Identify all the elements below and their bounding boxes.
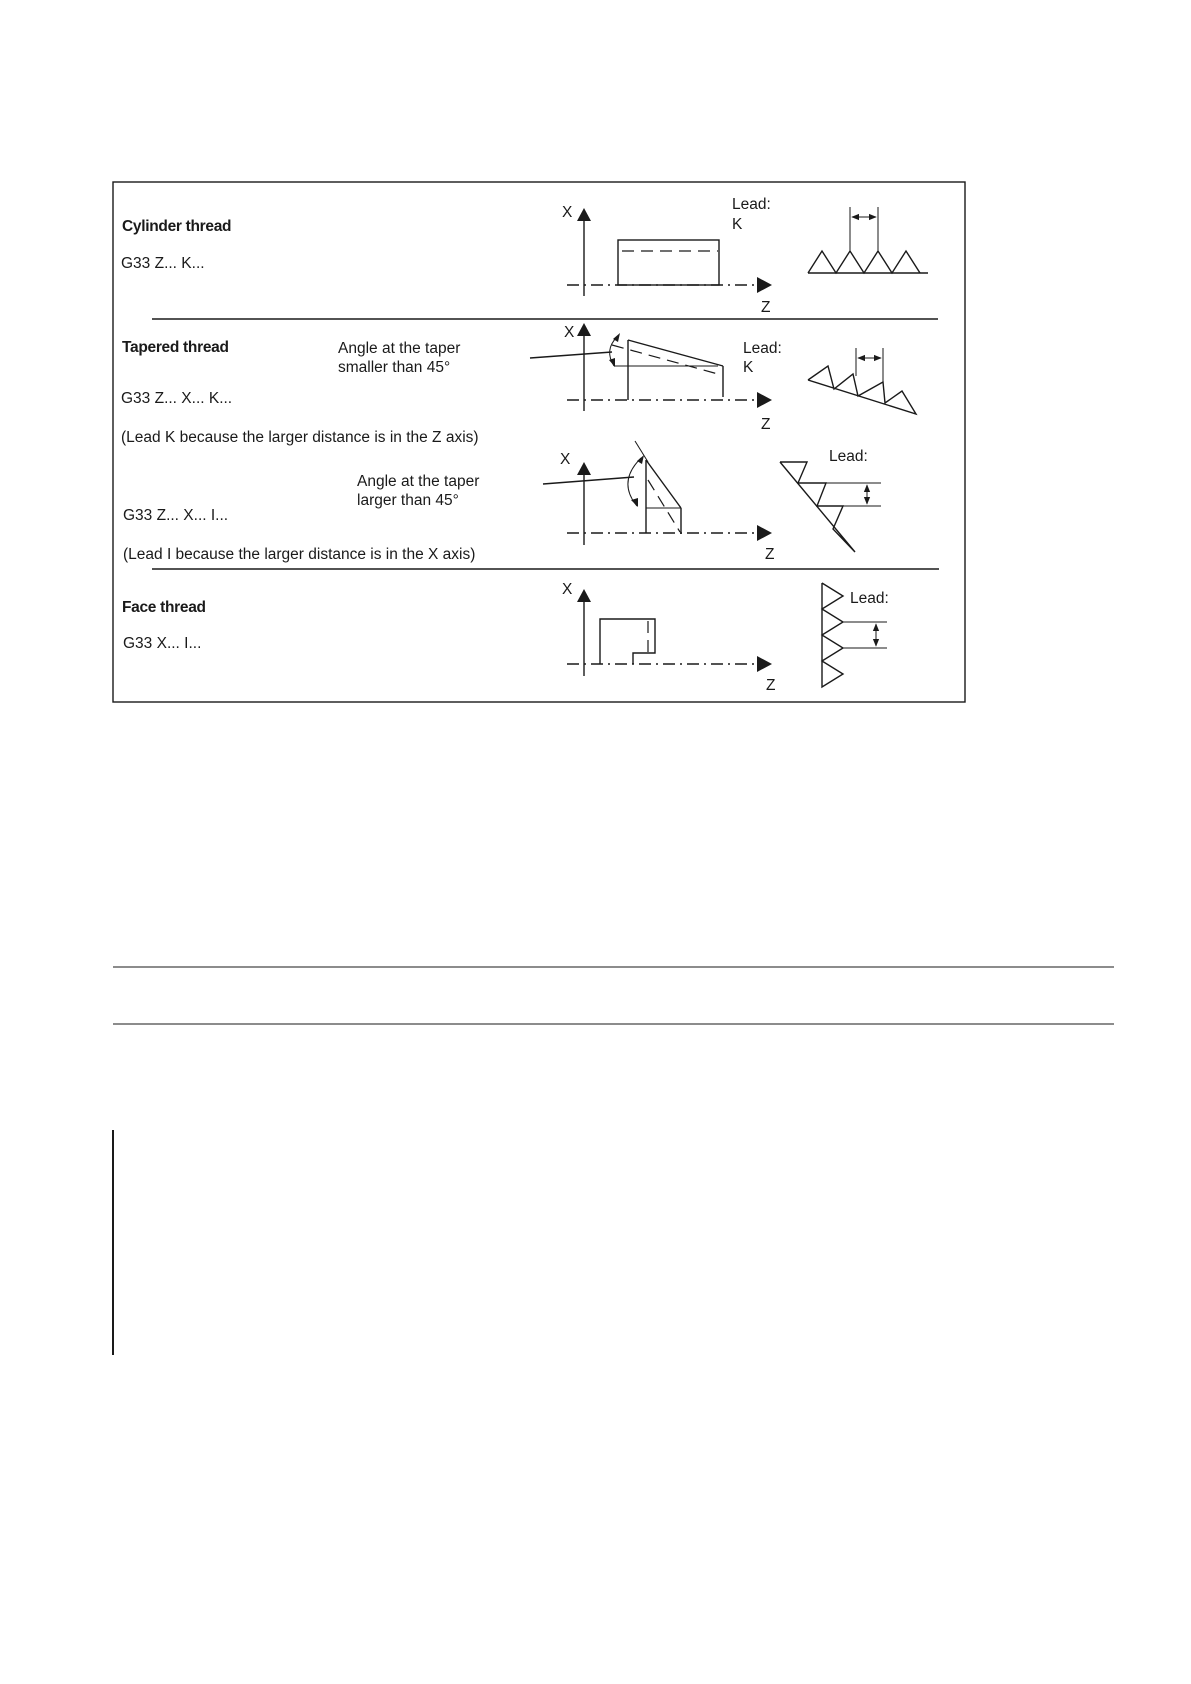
face-z-arrowhead (757, 656, 772, 672)
face-x-axis-label: X (562, 581, 573, 598)
tapered-small-lead-value: K (743, 359, 754, 376)
tapered-large-thread-profile (780, 462, 855, 552)
cylinder-z-axis-label: Z (761, 299, 771, 316)
face-thread-section (122, 581, 889, 694)
cylinder-thread-profile (808, 251, 920, 273)
tapered-large-thread-depth (648, 480, 680, 532)
tapered-large-reference-line (543, 477, 634, 484)
tapered-small-z-arrowhead (757, 392, 772, 408)
tapered-large-code: G33 Z... X... I... (123, 507, 229, 524)
tapered-thread-large-section (123, 441, 881, 563)
tapered-small-note: (Lead K because the larger distance is in the Z axis) (121, 429, 479, 446)
tapered-small-angle-tip-bottom (609, 358, 615, 367)
cylinder-lead-label: Lead: (732, 196, 771, 213)
face-x-arrowhead (577, 589, 591, 602)
cylinder-x-axis-label: X (562, 204, 573, 221)
face-thread-title: Face thread (122, 599, 206, 616)
tapered-large-angle-line1: Angle at the taper (357, 473, 480, 490)
tapered-large-taper-edge (646, 460, 681, 508)
tapered-large-x-arrowhead (577, 462, 591, 475)
face-z-axis-label: Z (766, 677, 776, 694)
change-margin-bar (112, 1130, 114, 1355)
tapered-small-x-axis-label: X (564, 324, 575, 341)
cylinder-z-arrowhead (757, 277, 772, 293)
cylinder-lead-value: K (732, 216, 743, 233)
tapered-thread-title: Tapered thread (122, 339, 229, 356)
cylinder-workpiece (618, 240, 719, 285)
cylinder-thread-title: Cylinder thread (122, 218, 232, 235)
face-lead-label: Lead: (850, 590, 889, 607)
face-thread-profile (822, 583, 843, 687)
face-thread-code: G33 X... I... (123, 635, 202, 652)
cylinder-thread-code: G33 Z... K... (121, 255, 205, 272)
tapered-small-angle-line2: smaller than 45° (338, 359, 451, 376)
tapered-large-angle-arc (628, 458, 641, 506)
tapered-small-z-axis-label: Z (761, 416, 771, 433)
cylinder-x-arrowhead (577, 208, 591, 221)
tapered-large-z-arrowhead (757, 525, 772, 541)
tapered-small-reference-line (530, 352, 612, 358)
cylinder-thread-section (121, 196, 928, 316)
tapered-large-z-axis-label: Z (765, 546, 775, 563)
tapered-large-angle-tip-top (637, 455, 644, 464)
tapered-small-angle-line1: Angle at the taper (338, 340, 461, 357)
tapered-small-code: G33 Z... X... K... (121, 390, 233, 407)
tapered-thread-small-section (121, 323, 916, 446)
tapered-small-lead-label: Lead: (743, 340, 782, 357)
tapered-large-lead-label: Lead: (829, 448, 868, 465)
tapered-large-angle-line2: larger than 45° (357, 492, 459, 509)
face-workpiece (600, 619, 655, 664)
tapered-large-note: (Lead I because the larger distance is in the X axis) (123, 546, 476, 563)
tapered-small-x-arrowhead (577, 323, 591, 336)
tapered-large-x-axis-label: X (560, 451, 571, 468)
tapered-small-thread-profile (808, 366, 916, 414)
